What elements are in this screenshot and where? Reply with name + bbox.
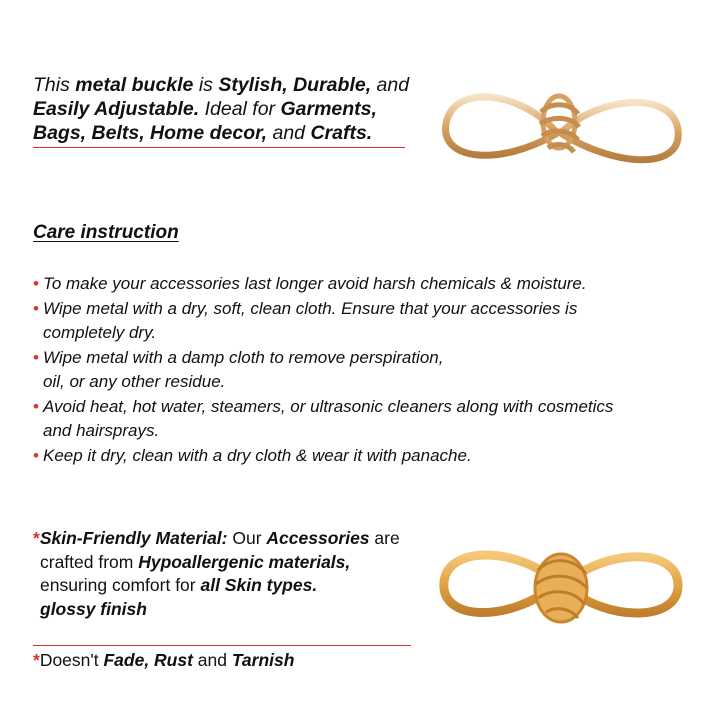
care-item-text: Keep it dry, clean with a dry cloth & wear it with panache. <box>43 445 472 465</box>
care-item-text: Wipe metal with a dry, soft, clean cloth. Ensure that your accessories is <box>43 298 578 318</box>
divider-top <box>33 147 405 148</box>
divider-bottom <box>33 645 411 646</box>
skin-bold: glossy finish <box>40 598 147 619</box>
fade-bold: Tarnish <box>231 650 295 670</box>
list-item <box>33 297 683 346</box>
list-item <box>33 395 683 444</box>
care-item-text: completely dry. <box>43 323 157 342</box>
intro-bold: Bags, Belts, Home decor, <box>33 122 268 144</box>
skin-friendly-section <box>33 527 433 621</box>
intro-text: is <box>193 74 219 96</box>
fade-rust-tarnish-line <box>33 649 294 672</box>
care-list <box>33 272 683 468</box>
intro-text: This <box>33 74 76 96</box>
intro-bold: Crafts. <box>310 122 373 144</box>
intro-bold: Stylish, Durable, <box>218 74 372 96</box>
skin-bold: Accessories <box>266 528 370 548</box>
care-item-text: To make your accessories last longer avoid harsh chemicals & moisture. <box>43 274 587 293</box>
skin-bold: all Skin types. <box>200 575 318 595</box>
intro-text: Ideal for <box>199 98 281 120</box>
fade-bold: Fade, Rust <box>103 650 193 670</box>
asterisk-icon: * <box>33 528 40 548</box>
gold-knot-buckle-icon <box>428 530 690 650</box>
skin-text: Our <box>227 528 267 548</box>
bullet-icon: • <box>33 274 39 293</box>
list-item <box>33 272 683 297</box>
intro-bold: Easily Adjustable. <box>33 98 200 120</box>
list-item <box>33 346 683 395</box>
intro-bold: Garments, <box>280 98 377 120</box>
intro-paragraph <box>33 73 413 145</box>
bullet-icon: • <box>33 445 39 465</box>
skin-bold: Skin-Friendly Material: <box>39 528 228 548</box>
skin-text: ensuring comfort for <box>40 575 201 595</box>
asterisk-icon: * <box>33 650 40 670</box>
care-item-text: Wipe metal with a damp cloth to remove perspiration, <box>43 347 444 367</box>
care-title: Care instruction <box>33 222 179 243</box>
bullet-icon: • <box>33 298 39 318</box>
list-item <box>33 444 683 469</box>
skin-text: are <box>369 528 400 548</box>
skin-bold: Hypoallergenic materials, <box>138 551 351 572</box>
fade-text: and <box>192 650 232 670</box>
care-item-text: oil, or any other residue. <box>43 372 226 391</box>
intro-bold: metal buckle <box>75 74 194 96</box>
care-item-text: Avoid heat, hot water, steamers, or ultrasonic cleaners along with cosmetics <box>43 396 614 416</box>
gold-knot-buckle-icon <box>428 72 690 192</box>
bullet-icon: • <box>33 396 39 416</box>
fade-text: Doesn't <box>39 650 104 670</box>
care-item-text: and hairsprays. <box>43 421 160 440</box>
bullet-icon: • <box>33 347 39 367</box>
skin-text: crafted from <box>40 551 139 572</box>
intro-text: and <box>371 74 410 96</box>
intro-text: and <box>267 122 311 144</box>
